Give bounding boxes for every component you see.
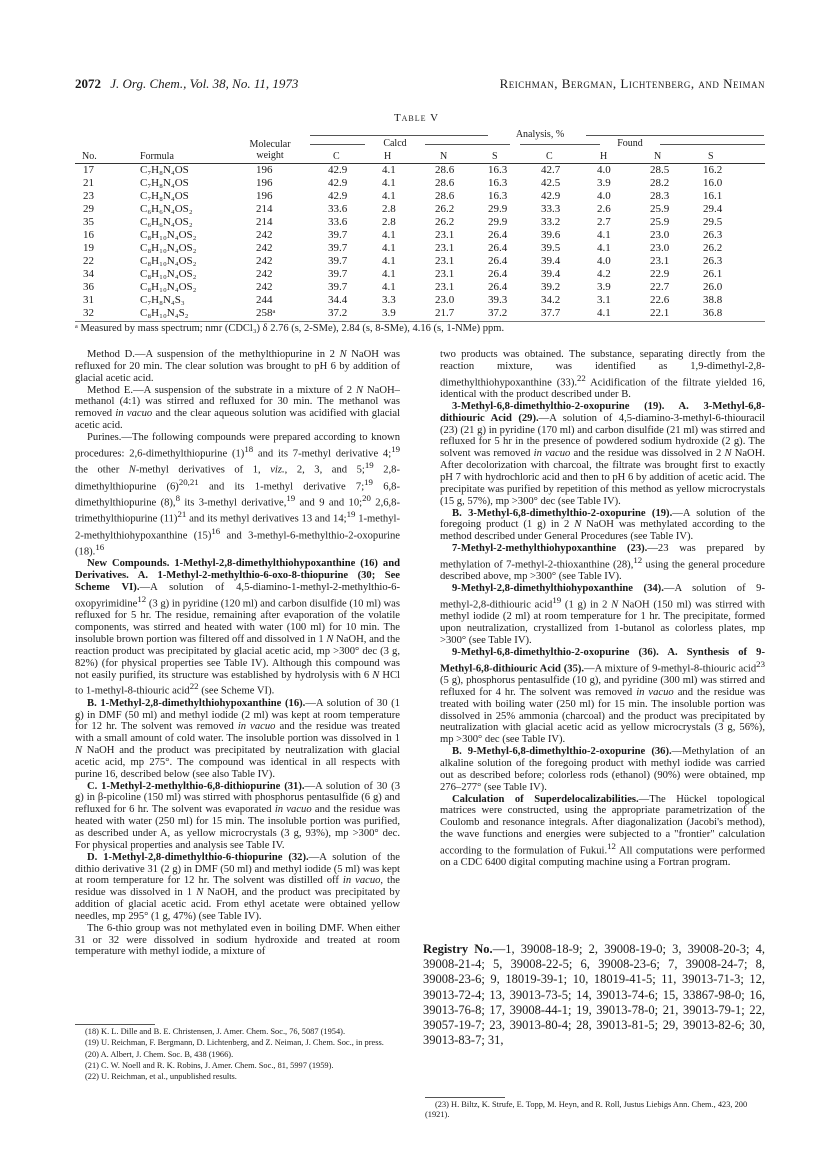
molecular-weight: 214 xyxy=(256,216,273,228)
found-c: 39.4 xyxy=(541,268,561,280)
calc-h: 4.1 xyxy=(382,177,396,189)
found-n: 22.9 xyxy=(650,268,670,280)
molecular-weight: 244 xyxy=(256,294,273,306)
registry-list: —1, 39008-18-9; 2, 39008-19-0; 3, 39008-20-3; 4, 39008-21-4; 5, 39008-22-5; 6, 39008-23-6; 7, 39008-24-7; 8, 39008-23-6; 9, 18019-39-1; 10, 18019-41-5; 11, 39013-71-3; 12, 39013-72-4; 13, 39013-73-5; 14, 39013-74-6; 15, 33867-98-0; 16, 39013-76-8; 17, 39008-44-1; 19, 39013-78-0; 21, 39013-79-1; 22, 39057-19-7; 23, 39013-80-4; 28, 39013-81-5; 29, 39013-82-6; 30, 39013-83-7; 31, xyxy=(423,942,765,1048)
found-h: 4.1 xyxy=(597,229,611,241)
table-row xyxy=(75,294,765,308)
found-h: 4.2 xyxy=(597,268,611,280)
found-s: 38.8 xyxy=(703,294,723,306)
found-n: 28.5 xyxy=(650,164,670,176)
found-n: 25.9 xyxy=(650,216,670,228)
compound-number: 29 xyxy=(83,203,94,215)
references-left xyxy=(75,1027,405,1083)
reference-22: (22) U. Reichman, et al., unpublished results. xyxy=(85,1072,237,1082)
page-number: 2072 xyxy=(75,76,101,91)
found-s: 26.3 xyxy=(703,255,723,267)
table-row xyxy=(75,242,765,256)
table-row xyxy=(75,164,765,178)
found-n: 23.0 xyxy=(650,242,670,254)
col-header-found-c: C xyxy=(546,151,553,162)
calc-h: 4.1 xyxy=(382,229,396,241)
calc-h: 4.1 xyxy=(382,164,396,176)
col-header-calc-h: H xyxy=(384,151,392,162)
body-column-right: two products was obtained. The substance, separating directly from the reaction mixture, was identified as 1,9-dimethyl-2,8-dimethylthiohypoxanthine (33).$^{22}$ Acidification of the filtrate yielded 16, identical with the product described under B. 3-Methyl-6,8-dimethylthio-2-oxopurine (19). A. 3-Methyl-6,8-dithiouric Acid (29).—A solution of 4,5-diamino-3-methyl-6-thiouracil (23) (21 g) in pyridine (170 ml) and carbon disulfide (21 ml) was stirred and refluxed for 5 hr in the presence of powdered sodium hydroxide (2 g). The solvent was removed in vacuo and the residue was dissolved in 2 N NaOH. After decolorization with charcoal, the filtrate was brought first to exactly pH 7 with hydrochloric acid and then to pH 6 by addition of acetic acid. The precipitate was purified by repetition of this method as yellow microcrystals (15 g, 57%), mp >300° dec (see Table IV). B. 3-Methyl-6,8-dimethylthio-2-oxopurine (19).—A solution of the foregoing product (1 g) in 2 N NaOH was methylated according to the method described under General Procedures (see Table IV). 7-Methyl-2-methylthiohypoxanthine (23).—23 was prepared by methylation of 7-methyl-2-thioxanthine (28),$^{12}$ using the general procedure described above, mp >300° (see Table IV). 9-Methyl-2,8-dimethylthiohypoxanthine (34).—A solution of 9-methyl-2,8-dithiouric acid$^{19}$ (1 g) in 2 N NaOH (150 ml) was stirred with methyl iodide (2 ml) at room temperature for 1 hr. The precipitate, formed upon neutralization, crystallized from 1-butanol as colorless plates, mp >300° (see Table IV). 9-Methyl-6,8-dimethylthio-2-oxopurine (36). A. Synthesis of 9-Methyl-6,8-dithiouric Acid (35).—A mixture of 9-methyl-8-thiouric acid$^{23}$ (5 g), phosphorus pentasulfide (10 g), and pyridine (300 ml) was stirred and refluxed for 4 hr. The solvent was removed in vacuo and the residue was treated with boiling water (250 ml) for 15 min. The insoluble portion was dissolved in 25% ammonia (charcoal) and the product was precipitated by neutralization with glacial acetic acid as yellow microcrystals (3 g, 56%), mp >300° dec (see Table IV). B. 9-Methyl-6,8-dimethylthio-2-oxopurine (36).—Methylation of an alkaline solution of the foregoing product with methyl iodide was carried out as described before; colorless rods (ethanol) (90%) were obtained, mp 276–277° (see Table IV). Calculation of Superdelocalizabilities.—The Hückel topological matrices were constructed, using the appropriate parametrization of the Coulomb and resonance integrals. After diagonalization (Jacobi's method), the wave functions and energies were subjected to a "frontier" calculation according to the formulation of Fukui.$^{12}$ All computations were performed on a CDC 6400 digital computing machine using a Fortran program. xyxy=(440,349,766,869)
formula: C₈H₁₀N₄OS₂ xyxy=(140,268,197,280)
calc-h: 4.1 xyxy=(382,281,396,293)
compound-number: 36 xyxy=(83,281,94,293)
found-h: 4.0 xyxy=(597,255,611,267)
calc-h: 4.1 xyxy=(382,242,396,254)
compound-number: 35 xyxy=(83,216,94,228)
calc-s: 26.4 xyxy=(488,281,508,293)
calc-n: 23.1 xyxy=(435,229,455,241)
calc-n: 23.0 xyxy=(435,294,455,306)
found-s: 29.5 xyxy=(703,216,723,228)
molecular-weight: 242 xyxy=(256,255,273,267)
table-row xyxy=(75,190,765,204)
col-header-calc-n: N xyxy=(440,151,448,162)
formula: C₆H₆N₄OS₂ xyxy=(140,203,193,215)
molecular-weight: 242 xyxy=(256,268,273,280)
calc-n: 23.1 xyxy=(435,268,455,280)
col-header-calc-s: S xyxy=(492,151,498,162)
found-h: 2.6 xyxy=(597,203,611,215)
analysis-group-label: Analysis, % xyxy=(515,129,565,140)
calc-s: 37.2 xyxy=(488,307,508,319)
found-n: 22.6 xyxy=(650,294,670,306)
found-n: 28.2 xyxy=(650,177,670,189)
calc-n: 28.6 xyxy=(435,190,455,202)
compound-number: 31 xyxy=(83,294,94,306)
molecular-weight: 242 xyxy=(256,229,273,241)
found-c: 39.4 xyxy=(541,255,561,267)
table-row xyxy=(75,255,765,269)
calcd-brace-left xyxy=(310,144,365,145)
found-n: 22.7 xyxy=(650,281,670,293)
journal-name: J. Org. Chem., Vol. 38, No. 11, 1973 xyxy=(110,76,299,91)
found-s: 26.1 xyxy=(703,268,723,280)
found-group-label: Found xyxy=(617,138,643,149)
body-column-left: Method D.—A suspension of the methylthiopurine in 2 N NaOH was refluxed for 20 min. The clear solution was brought to pH 6 by addition of glacial acetic acid. Method E.—A suspension of the substrate in a mixture of 2 N NaOH–methanol (4:1) was stirred and refluxed for 30 min. The methanol was removed in vacuo and the clear aqueous solution was acidified with glacial acetic acid. Purines.—The following compounds were prepared according to known procedures: 2,6-dimethylthiopurine $(1)^{18}$ and its 7-methyl derivative 4;$^{19}$ the other N-methyl derivatives of 1, viz., 2, 3, and 5;$^{19}$ 2,8-dimethylthiopurine $(6)^{20,21}$ and its 1-methyl derivative 7;$^{19}$ 6,8-dimethylthiopurine (8),$^8$ its 3-methyl derivative,$^{19}$ and 9 and 10;$^{20}$ 2,6,8-trimethylthiopurine $(11)^{21}$ and its methyl derivatives 13 and 14;$^{19}$ 1-methyl-2-methylthiohypoxanthine $(15)^{16}$ and 3-methyl-6-methylthio-2-oxopurine (18).$^{16}$ New Compounds. 1-Methyl-2,8-dimethylthiohypoxanthine (16) and Derivatives. A. 1-Methyl-2-methylthio-6-oxo-8-thiopurine (30; See Scheme VI).—A solution of 4,5-diamino-1-methyl-2-methylthio-6-oxopyrimidine$^{12}$ (3 g) in pyridine (120 ml) and carbon disulfide (10 ml) was refluxed for 5 hr. The residue, remaining after evaporation of the volatile components, was stirred and heated with water (100 ml) for 10 min. The insoluble brown portion was filtered off and dissolved in 1 N NaOH, and the reaction product was precipitated by glacial acetic acid, mp >300° dec (3 g, 82%) (for physical properties see Table IV). Although this compound was not easily purified, its structure was established by hydrolysis with 6 N HCl to 1-methyl-8-thiouric acid$^{22}$ (see Scheme VI). B. 1-Methyl-2,8-dimethylthiohypoxanthine (16).—A solution of 30 (1 g) in DMF (50 ml) and methyl iodide (2 ml) was kept at room temperature for 12 hr. The solvent was removed in vacuo and the residue was treated with a small amount of cold water. The insoluble portion was dissolved in 1 N NaOH and the product was precipitated by neutralization with glacial acetic acid, mp 275°. The compound was identical in all respects with purine 16, described below (see also Table IV). C. 1-Methyl-2-methylthio-6,8-dithiopurine (31).—A solution of 30 (3 g) in β-picoline (150 ml) was stirred with phosphorus pentasulfide (6 g) and refluxed for 6 hr. The solvent was evaporated in vacuo and the residue was heated with water (250 ml) for 15 min. The insoluble portion was purified, as described under A, as yellow microcrystals (3 g, 93%), mp >300° dec. For physical properties and analysis see Table IV. D. 1-Methyl-2,8-dimethylthio-6-thiopurine (32).—A solution of the dithio derivative 31 (2 g) in DMF (50 ml) and methyl iodide (5 ml) was kept at room temperature for 12 hr. The solvent was distilled off in vacuo, the residue was dissolved in 1 N NaOH, and the product was precipitated by addition of glacial acetic acid. From ethyl acetate were obtained yellow needles, mp 295° (1 g, 47%) (see Table IV). The 6-thio group was not methylated even in boiling DMF. When either 31 or 32 were dissolved in sodium hydroxide and treated at room temperature with methyl iodide, a mixture of xyxy=(75,349,401,958)
col-header-calc-c: C xyxy=(333,151,340,162)
calc-h: 4.1 xyxy=(382,190,396,202)
calc-c: 39.7 xyxy=(328,268,348,280)
found-s: 26.3 xyxy=(703,229,723,241)
found-c: 42.7 xyxy=(541,164,561,176)
calc-c: 33.6 xyxy=(328,216,348,228)
calc-n: 23.1 xyxy=(435,281,455,293)
found-n: 23.1 xyxy=(650,255,670,267)
found-c: 39.2 xyxy=(541,281,561,293)
calc-h: 2.8 xyxy=(382,203,396,215)
found-n: 23.0 xyxy=(650,229,670,241)
found-n: 28.3 xyxy=(650,190,670,202)
found-c: 34.2 xyxy=(541,294,561,306)
found-h: 3.9 xyxy=(597,177,611,189)
found-h: 2.7 xyxy=(597,216,611,228)
found-c: 42.5 xyxy=(541,177,561,189)
formula: C₇H₈N₄OS xyxy=(140,190,189,202)
calc-n: 26.2 xyxy=(435,216,455,228)
found-h: 4.0 xyxy=(597,164,611,176)
found-h: 3.9 xyxy=(597,281,611,293)
analysis-brace-left xyxy=(310,135,488,136)
calc-c: 34.4 xyxy=(328,294,348,306)
calc-s: 16.3 xyxy=(488,164,508,176)
calc-n: 26.2 xyxy=(435,203,455,215)
table-row xyxy=(75,229,765,243)
formula: C₈H₁₀N₄OS₂ xyxy=(140,281,197,293)
calc-c: 42.9 xyxy=(328,190,348,202)
mw-header-line2: weight xyxy=(256,150,284,161)
registry-label: Registry No. xyxy=(423,942,493,956)
formula: C₆H₆N₄OS₂ xyxy=(140,216,193,228)
compound-number: 23 xyxy=(83,190,94,202)
found-brace-right xyxy=(660,144,765,145)
calc-c: 33.6 xyxy=(328,203,348,215)
col-header-no: No. xyxy=(82,151,97,162)
reference-21: (21) C. W. Noell and R. K. Robins, J. Amer. Chem. Soc., 81, 5997 (1959). xyxy=(85,1060,334,1070)
calc-h: 4.1 xyxy=(382,255,396,267)
table-title: Table V xyxy=(393,112,440,124)
calc-c: 39.7 xyxy=(328,255,348,267)
calc-c: 39.7 xyxy=(328,242,348,254)
calc-n: 28.6 xyxy=(435,164,455,176)
calc-s: 39.3 xyxy=(488,294,508,306)
analysis-brace-right xyxy=(586,135,764,136)
found-s: 26.0 xyxy=(703,281,723,293)
found-s: 16.1 xyxy=(703,190,723,202)
calc-s: 16.3 xyxy=(488,190,508,202)
calc-s: 26.4 xyxy=(488,229,508,241)
reference-20: (20) A. Albert, J. Chem. Soc. B, 438 (1966). xyxy=(85,1049,234,1059)
molecular-weight: 196 xyxy=(256,177,273,189)
registry-numbers xyxy=(423,942,765,1048)
found-n: 25.9 xyxy=(650,203,670,215)
calc-s: 29.9 xyxy=(488,216,508,228)
table-row xyxy=(75,268,765,282)
table-row xyxy=(75,177,765,191)
found-c: 42.9 xyxy=(541,190,561,202)
calc-s: 26.4 xyxy=(488,242,508,254)
table-row xyxy=(75,216,765,230)
col-header-found-s: S xyxy=(708,151,714,162)
calc-h: 3.9 xyxy=(382,307,396,319)
calc-s: 26.4 xyxy=(488,268,508,280)
calc-n: 23.1 xyxy=(435,255,455,267)
table-row xyxy=(75,281,765,295)
compound-number: 16 xyxy=(83,229,94,241)
found-c: 33.3 xyxy=(541,203,561,215)
reference-18: (18) K. L. Dille and B. E. Christensen, J. Amer. Chem. Soc., 76, 5087 (1954). xyxy=(85,1027,346,1036)
calc-h: 3.3 xyxy=(382,294,396,306)
table-bottom-rule xyxy=(75,321,765,322)
found-h: 4.1 xyxy=(597,307,611,319)
found-c: 39.6 xyxy=(541,229,561,241)
calc-c: 42.9 xyxy=(328,164,348,176)
calc-s: 29.9 xyxy=(488,203,508,215)
compound-number: 21 xyxy=(83,177,94,189)
calcd-group-label: Calcd xyxy=(383,138,407,149)
found-s: 36.8 xyxy=(703,307,723,319)
footnote-rule-right xyxy=(425,1097,505,1098)
compound-number: 19 xyxy=(83,242,94,254)
author-names: Reichman, Bergman, Lichtenberg, and Neiman xyxy=(499,76,765,91)
formula: C₈H₁₀N₄S₂ xyxy=(140,307,189,319)
running-header xyxy=(75,76,765,96)
formula: C₇H₈N₄OS xyxy=(140,164,189,176)
col-header-formula: Formula xyxy=(140,151,174,162)
calc-h: 4.1 xyxy=(382,268,396,280)
table-footnote: ᵃ Measured by mass spectrum; nmr (CDCl₃) δ 2.76 (s, 2-SMe), 2.84 (s, 8-SMe), 4.16 (s, 1-NMe) ppm. xyxy=(75,323,505,334)
found-h: 3.1 xyxy=(597,294,611,306)
calc-s: 26.4 xyxy=(488,255,508,267)
calcd-brace-right xyxy=(425,144,510,145)
formula: C₈H₁₀N₄OS₂ xyxy=(140,255,197,267)
molecular-weight: 214 xyxy=(256,203,273,215)
molecular-weight: 196 xyxy=(256,164,273,176)
reference-19: (19) U. Reichman, F. Bergmann, D. Lichtenberg, and Z. Neiman, J. Chem. Soc., in press. xyxy=(85,1038,384,1048)
found-s: 29.4 xyxy=(703,203,723,215)
table-row xyxy=(75,307,765,321)
calc-n: 23.1 xyxy=(435,242,455,254)
calc-n: 28.6 xyxy=(435,177,455,189)
molecular-weight: 242 xyxy=(256,281,273,293)
compound-number: 22 xyxy=(83,255,94,267)
formula: C₇H₈N₄S₃ xyxy=(140,294,185,306)
found-brace-left xyxy=(520,144,600,145)
mw-header-line1: Molecular xyxy=(249,139,291,150)
calc-h: 2.8 xyxy=(382,216,396,228)
calc-c: 39.7 xyxy=(328,281,348,293)
calc-n: 21.7 xyxy=(435,307,455,319)
col-header-found-h: H xyxy=(600,151,608,162)
found-s: 16.2 xyxy=(703,164,723,176)
journal-citation xyxy=(75,76,298,92)
formula: C₈H₁₀N₄OS₂ xyxy=(140,229,197,241)
calc-c: 39.7 xyxy=(328,229,348,241)
calc-c: 37.2 xyxy=(328,307,348,319)
footnote-rule-left xyxy=(75,1024,155,1025)
found-n: 22.1 xyxy=(650,307,670,319)
found-c: 37.7 xyxy=(541,307,561,319)
table-row xyxy=(75,203,765,217)
found-c: 33.2 xyxy=(541,216,561,228)
compound-number: 34 xyxy=(83,268,94,280)
found-s: 26.2 xyxy=(703,242,723,254)
formula: C₈H₁₀N₄OS₂ xyxy=(140,242,197,254)
calc-s: 16.3 xyxy=(488,177,508,189)
compound-number: 17 xyxy=(83,164,94,176)
found-h: 4.1 xyxy=(597,242,611,254)
col-header-found-n: N xyxy=(654,151,662,162)
formula: C₇H₈N₄OS xyxy=(140,177,189,189)
found-s: 16.0 xyxy=(703,177,723,189)
calc-c: 42.9 xyxy=(328,177,348,189)
molecular-weight: 242 xyxy=(256,242,273,254)
molecular-weight: 196 xyxy=(256,190,273,202)
found-c: 39.5 xyxy=(541,242,561,254)
compound-number: 32 xyxy=(83,307,94,319)
reference-23: (23) H. Biltz, K. Strufe, E. Topp, M. Heyn, and R. Roll, Justus Liebigs Ann. Chem., 423, 200 (1921). xyxy=(425,1100,748,1120)
molecular-weight: 258ᵃ xyxy=(256,307,276,319)
found-h: 4.0 xyxy=(597,190,611,202)
references-right xyxy=(425,1100,765,1122)
